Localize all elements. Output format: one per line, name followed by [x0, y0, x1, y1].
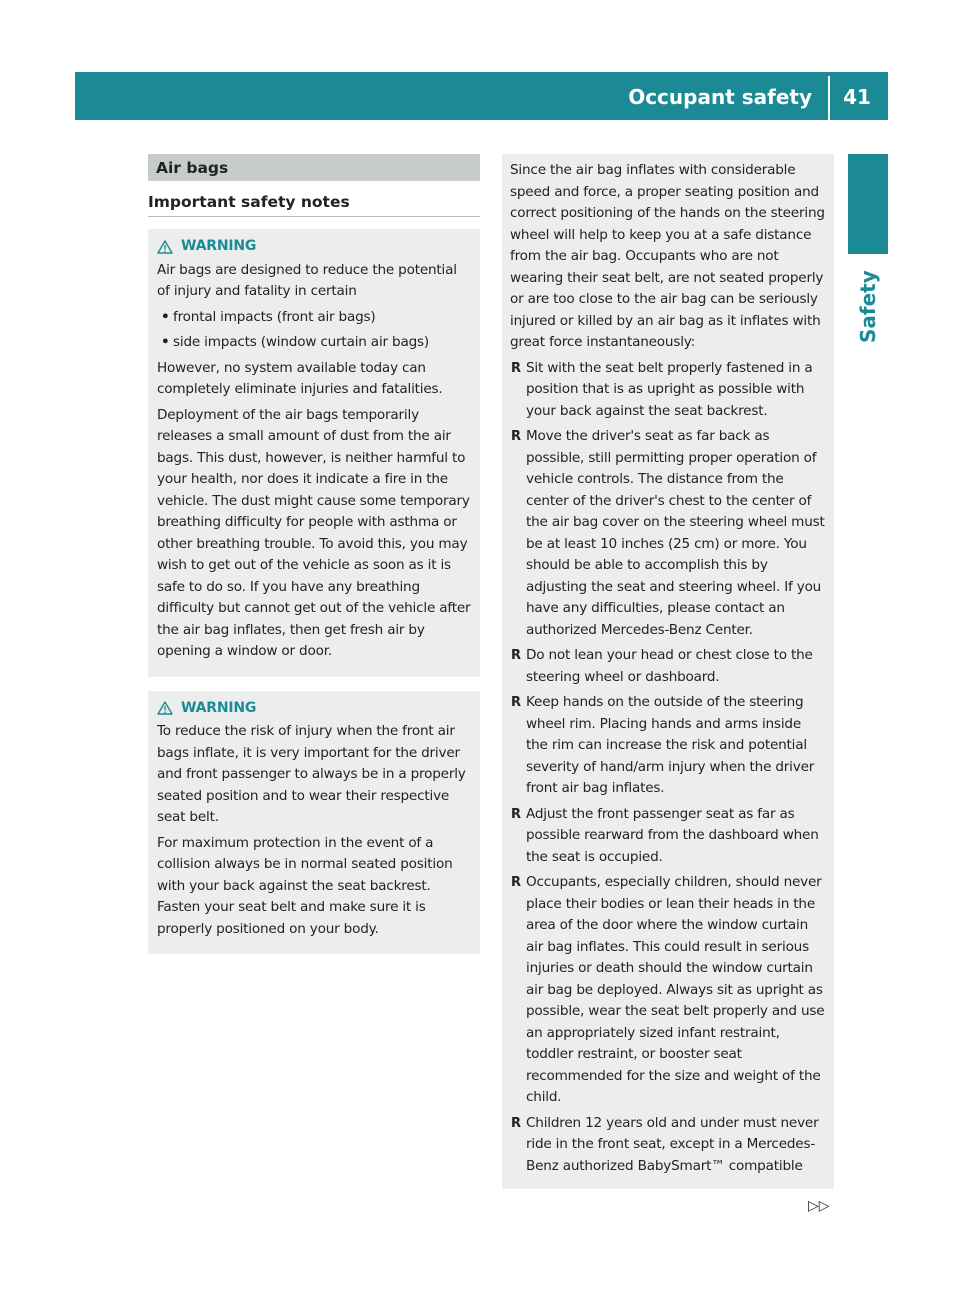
list-item: R Sit with the seat belt properly fastened in a position that is as upright as possible with your back against the seat backrest. [510, 358, 826, 423]
instructions-list [510, 358, 826, 1178]
warning-paragraph: To reduce the risk of injury when the front air bags inflate, it is very important for the driver and front passenger to always be in a properly seated position and to wear their respective seat belt. [157, 723, 466, 825]
page-header-bar [75, 72, 888, 120]
section-heading: Air bags [148, 154, 480, 181]
sub-heading: Important safety notes [148, 193, 480, 217]
chapter-title: Occupant safety [628, 85, 812, 109]
warning-list [157, 307, 471, 354]
list-item: R Adjust the front passenger seat as far as possible rearward from the dashboard when the seat is occupied. [510, 804, 826, 869]
list-item: R Keep hands on the outside of the steering wheel rim. Placing hands and arms inside the rim can increase the risk and potential severity of hand/arm injury when the driver front air bag inflates. [510, 692, 826, 800]
warning-label: WARNING [181, 238, 257, 254]
warning-triangle-icon [157, 240, 173, 254]
left-column [148, 154, 480, 954]
list-item: R Occupants, especially children, should never place their bodies or lean their heads in the area of the door where the window curtain air bag inflates. This could result in serious injuries or death should the window curtain air bag be deployed. Always sit as upright as possible, wear the seat belt properly and use an appropriately sized infant restraint, toddler restraint, or booster seat recommended for the size and weight of the child. [510, 872, 826, 1109]
side-tab-marker [848, 154, 888, 254]
warning-box-2 [148, 691, 480, 955]
continued-arrows: ▷▷ [808, 1198, 830, 1214]
warning-triangle-icon [157, 701, 173, 715]
page-number: 41 [843, 85, 871, 109]
header-divider [828, 76, 830, 120]
safety-instructions-box [502, 154, 834, 1189]
warning-box-1 [148, 229, 480, 677]
list-item: R Move the driver's seat as far back as possible, still permitting proper operation of vehicle controls. The distance from the center of the driver's chest to the center of the air bag cover on the steering wheel must be at least 10 inches (25 cm) or more. You should be able to accomplish this by adjusting the seat and steering wheel. If you have any difficulties, please contact an authorized Mercedes-Benz Center. [510, 426, 826, 641]
warning-paragraph: However, no system available today can completely eliminate injuries and fatalities. [157, 359, 443, 397]
intro-paragraph: Since the air bag inflates with considerable speed and force, a proper seating position and correct positioning of the hands on the steering wheel will help to keep you at a safe distance from the air bag. Occupants who are not wearing their seat belt, are not seated properly or are too close to the air bag can be seriously injured or killed by an air bag as it inflates with great force instantaneously: [510, 162, 825, 350]
list-item: • side impacts (window curtain air bags) [157, 332, 471, 354]
warning-paragraph: For maximum protection in the event of a collision always be in normal seated position with your back against the seat backrest. Fasten your seat belt and make sure it is properly positioned on your body. [157, 834, 453, 937]
list-item: R Children 12 years old and under must never ride in the front seat, except in a Mercedes-Benz authorized BabySmart™ compatible [510, 1113, 826, 1178]
warning-header [157, 236, 471, 258]
warning-intro: Air bags are designed to reduce the potential of injury and fatality in certain [157, 261, 457, 299]
warning-paragraph: Deployment of the air bags temporarily releases a small amount of dust from the air bags. This dust, however, is neither harmful to your health, nor does it indicate a fire in the vehicle. The dust might cause some temporary breathing difficulty for people with asthma or other breathing trouble. To avoid this, you may wish to get out of the vehicle as soon as it is safe to do so. If you have any breathing difficulty but cannot get out of the vehicle after the air bag inflates, then get fresh air by opening a window or door. [157, 406, 471, 659]
side-tab-label: Safety [856, 270, 880, 344]
warning-label: WARNING [181, 699, 257, 716]
list-item: R Do not lean your head or chest close to the steering wheel or dashboard. [510, 645, 826, 688]
list-item: • frontal impacts (front air bags) [157, 307, 471, 329]
warning-header [157, 698, 471, 720]
right-column [502, 154, 834, 1189]
